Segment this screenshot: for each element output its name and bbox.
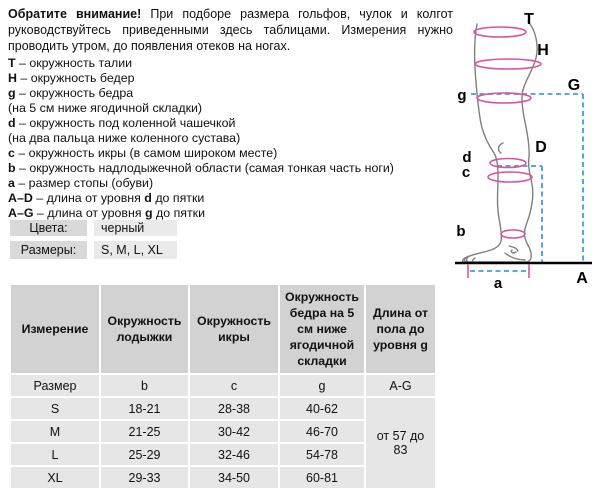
label-c: c	[461, 164, 471, 181]
measure-ellipse-T	[474, 27, 526, 37]
legend-item-a: a – размер стопы (обуви)	[8, 176, 154, 190]
intro-line-1	[8, 6, 453, 22]
merged-length-cell: от 57 до 83	[366, 398, 435, 488]
measure-ellipse-b	[501, 230, 525, 238]
legend-item-AD: A–D – длина от уровня d до пятки	[8, 191, 205, 205]
label-G: G	[567, 77, 581, 94]
size-table-subheader-row	[11, 375, 435, 396]
colors-label: Цвета:	[10, 220, 87, 236]
table-row-S: S 18-21 28-38 40-62 от 57 до 83	[11, 398, 435, 419]
header-thigh: Окружность бедра на 5 см ниже ягодичной складки	[280, 285, 364, 373]
size-table-header-row	[11, 285, 435, 373]
label-D: D	[535, 139, 547, 156]
label-d: d	[462, 149, 472, 166]
legend-item-g-note: (на 5 см ниже ягодичной складки)	[8, 101, 203, 115]
intro-line-3: проводить утром, до появления отеков на ногах.	[8, 39, 291, 53]
ankle-detail	[505, 246, 525, 260]
label-H: H	[537, 42, 549, 59]
subheader-AG: A-G	[366, 375, 435, 396]
label-A: A	[576, 270, 588, 287]
intro-line-1-rest: При подборе размера гольфов, чулок и колгот	[141, 7, 454, 21]
legend-item-AG: A–G – длина от уровня g до пятки	[8, 206, 206, 220]
table-row-L: L 25-29 32-46 54-78	[11, 444, 435, 465]
sizes-row	[10, 241, 177, 259]
legend-item-c: c – окружность икры (в самом широком месте)	[8, 146, 278, 160]
knee-detail	[499, 143, 503, 153]
measure-ellipse-g	[477, 93, 531, 103]
colors-row	[10, 220, 177, 236]
measure-ellipse-c	[488, 172, 532, 182]
table-row-M: M 21-25 30-42 46-70	[11, 421, 435, 442]
table-row-XL: XL 29-33 34-50 60-81	[11, 467, 435, 488]
intro-bold-lead: Обратите внимание!	[8, 7, 142, 21]
label-a: a	[493, 275, 503, 292]
leg-outline	[463, 21, 538, 262]
legend-item-b: b – окружность надлодыжечной области (самая тонкая часть ноги)	[8, 161, 394, 175]
label-g: g	[457, 87, 467, 104]
legend-item-d-note: (на два пальца ниже коленного сустава)	[8, 131, 241, 145]
sizes-label: Размеры:	[10, 241, 87, 259]
intro-line-2: руководствуйтесь приведенными здесь таблицами. Измерения нужно	[8, 23, 453, 37]
toes-detail	[464, 256, 475, 262]
header-length: Длина от пола до уровня g	[366, 285, 435, 373]
sizes-value: S, M, L, XL	[94, 241, 177, 259]
legend-item-H: H – окружность бедер	[8, 71, 135, 85]
size-table	[9, 283, 437, 489]
colors-value: черный	[94, 220, 177, 236]
measure-ellipse-H	[475, 59, 541, 69]
intro-paragraph	[8, 6, 453, 54]
label-b: b	[456, 223, 466, 240]
header-ankle: Окружность лодыжки	[101, 285, 188, 373]
header-calf: Окружность икры	[190, 285, 278, 373]
label-T: T	[524, 11, 534, 28]
subheader-size: Размер	[11, 375, 99, 396]
header-measurement: Измерение	[11, 285, 99, 373]
legend-item-d: d – окружность под коленной чашечкой	[8, 116, 236, 130]
subheader-c: c	[190, 375, 278, 396]
measurement-legend	[8, 56, 471, 221]
subheader-g: g	[280, 375, 364, 396]
legend-item-g: g – окружность бедра	[8, 86, 134, 100]
measure-ellipse-d	[490, 159, 526, 168]
subheader-b: b	[101, 375, 188, 396]
legend-item-T: T – окружность талии	[8, 56, 133, 70]
